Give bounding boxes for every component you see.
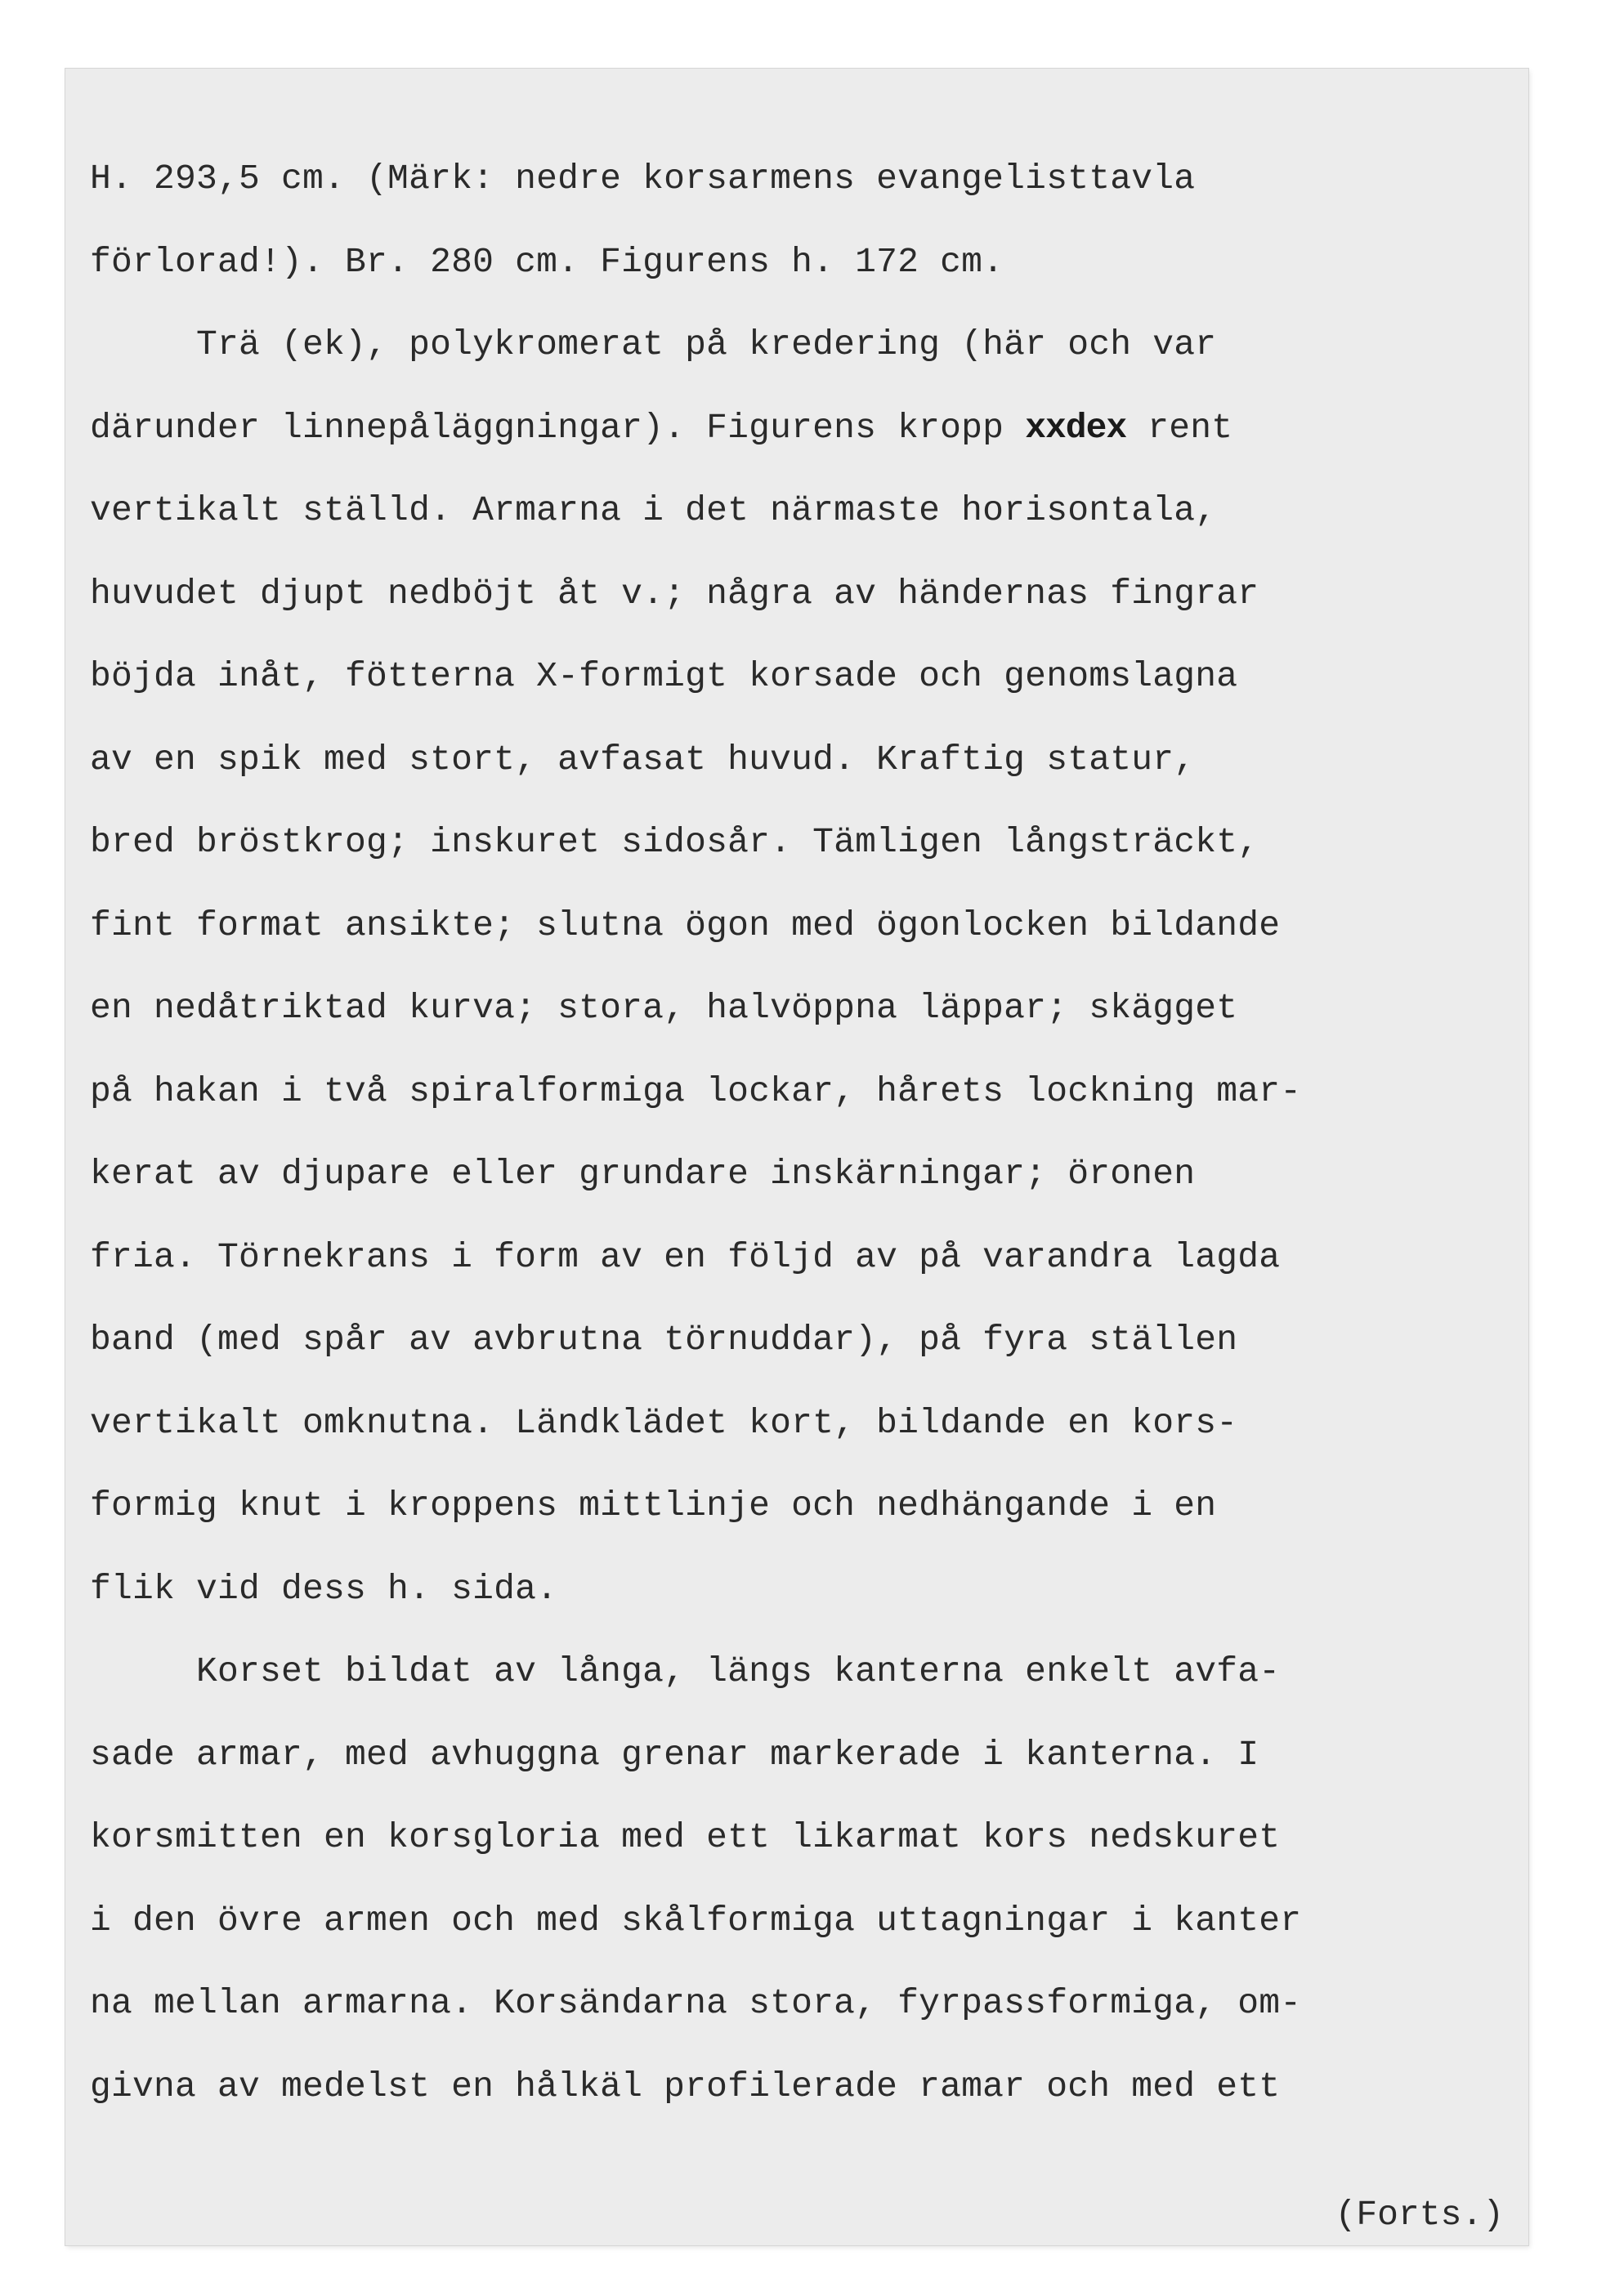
text-line: kerat av djupare eller grundare inskärningar; öronen bbox=[90, 1154, 1196, 1194]
text-line: böjda inåt, fötterna X-formigt korsade och genomslagna bbox=[90, 656, 1238, 696]
text-segment: rent bbox=[1126, 407, 1233, 448]
text-line: bred bröstkrog; inskuret sidosår. Tämligen långsträckt, bbox=[90, 822, 1259, 862]
text-line: vertikalt ställd. Armarna i det närmaste horisontala, bbox=[90, 490, 1217, 530]
text-line: av en spik med stort, avfasat huvud. Kraftig statur, bbox=[90, 739, 1196, 779]
text-line: givna av medelst en hålkäl profilerade ramar och med ett bbox=[90, 2066, 1281, 2106]
text-line-with-strikeover bbox=[90, 386, 1528, 470]
text-line: förlorad!). Br. 280 cm. Figurens h. 172 cm. bbox=[90, 241, 1004, 282]
typed-text-block bbox=[90, 137, 1528, 2128]
text-line: H. 293,5 cm. (Märk: nedre korsarmens evangelisttavla bbox=[90, 159, 1196, 199]
text-line: sade armar, med avhuggna grenar markerade i kanterna. I bbox=[90, 1734, 1259, 1775]
struck-out-word: xxdex bbox=[1025, 407, 1127, 448]
text-line: fint format ansikte; slutna ögon med ögonlocken bildande bbox=[90, 905, 1281, 945]
index-card bbox=[65, 69, 1528, 2245]
text-line: na mellan armarna. Korsändarna stora, fyrpassformiga, om- bbox=[90, 1983, 1302, 2023]
text-line: i den övre armen och med skålformiga uttagningar i kanter bbox=[90, 1900, 1302, 1941]
text-segment: därunder linnepåläggningar). Figurens kropp bbox=[90, 407, 1026, 448]
text-line: på hakan i två spiralformiga lockar, hårets lockning mar- bbox=[90, 1070, 1302, 1111]
continued-marker: (Forts.) bbox=[1335, 2195, 1504, 2235]
text-line: vertikalt omknutna. Ländklädet kort, bildande en kors- bbox=[90, 1402, 1238, 1443]
text-line: Trä (ek), polykromerat på kredering (här och var bbox=[90, 324, 1217, 364]
text-line: huvudet djupt nedböjt åt v.; några av händernas fingrar bbox=[90, 573, 1259, 614]
text-line: fria. Törnekrans i form av en följd av på varandra lagda bbox=[90, 1236, 1281, 1277]
text-line: flik vid dess h. sida. bbox=[90, 1568, 558, 1609]
text-line: band (med spår av avbrutna törnuddar), på fyra ställen bbox=[90, 1320, 1238, 1360]
text-line: formig knut i kroppens mittlinje och nedhängande i en bbox=[90, 1485, 1217, 1525]
text-line: en nedåtriktad kurva; stora, halvöppna läppar; skägget bbox=[90, 988, 1238, 1028]
text-line: korsmitten en korsgloria med ett likarmat kors nedskuret bbox=[90, 1817, 1281, 1857]
text-line: Korset bildat av långa, längs kanterna enkelt avfa- bbox=[90, 1651, 1281, 1691]
